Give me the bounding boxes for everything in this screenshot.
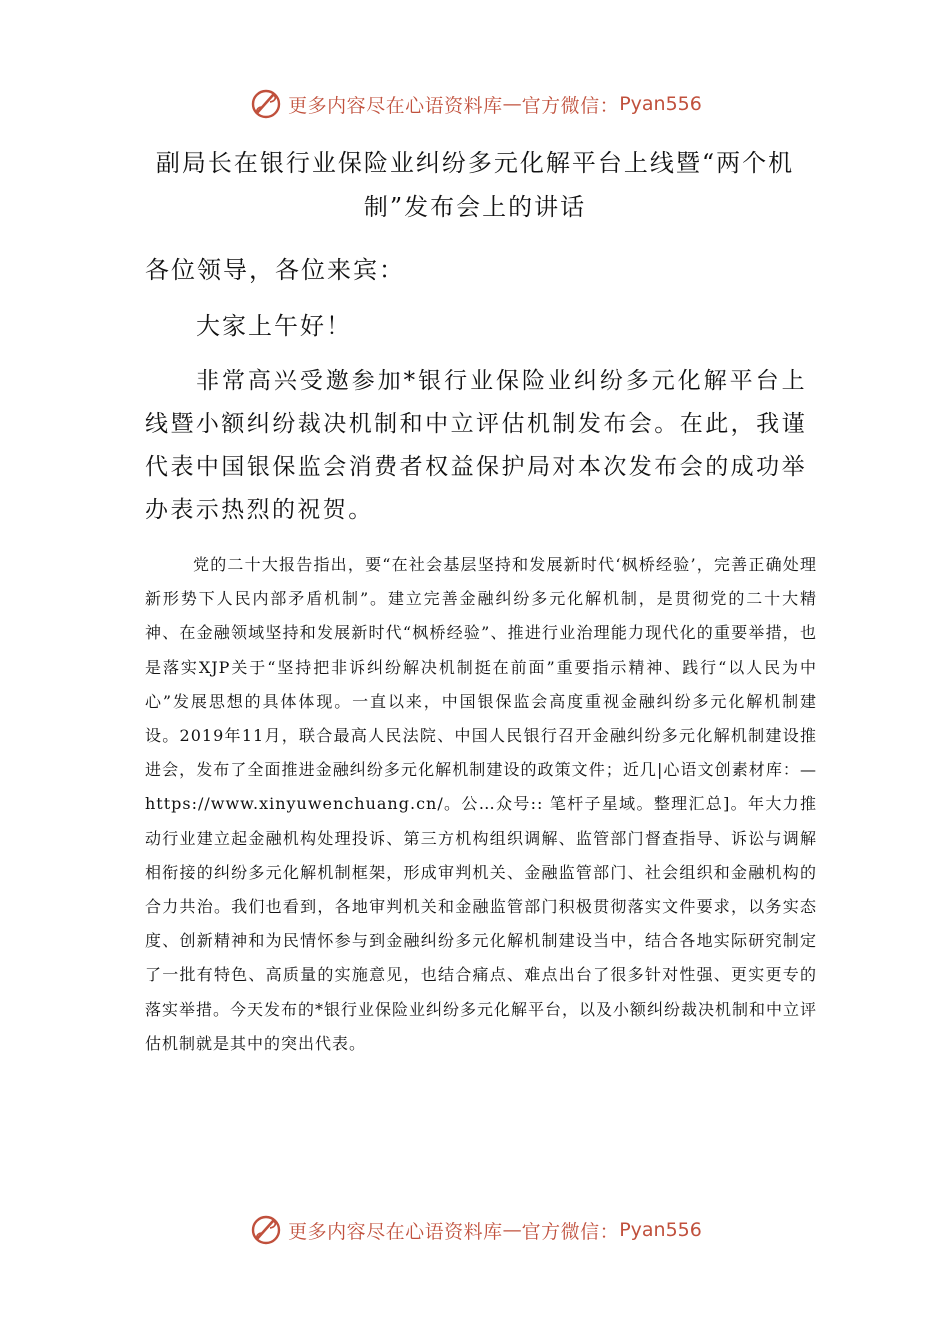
banner-official-label: 官方微信： [521,94,620,117]
quill-logo-icon [248,86,284,122]
salutation: 各位领导，各位来宾： [145,256,405,284]
quill-logo-icon [248,1212,284,1248]
banner-site-name: 更多内容尽在心语资料库 [288,94,503,117]
title-line-2: 制”发布会上的讲话 [363,193,587,221]
banner-wechat-id: Pyan556 [619,93,702,115]
banner-separator: — [502,1219,522,1241]
body-paragraph: 党的二十大报告指出，要“在社会基层坚持和发展新时代‘枫桥经验’，完善正确处理新形势下人民内部矛盾机制”。建立完善金融纠纷多元化解机制，是贯彻党的二十大精神、在金融领域坚持和发展新时代“枫桥经验”、推进行业治理能力现代化的重要举措，也是落实XJP关于“坚持把非诉纠纷解决机制挺在前面”重要指示精神、践行“以人民为中心”发展思想的具体体现。一直以来，中国银保监会高度重视金融纠纷多元化解机制建设。2019年11月，联合最高人民法院、中国人民银行召开金融纠纷多元化解机制建设推进会，发布了全面推进金融纠纷多元化解机制建设的政策文件；近几|心语文创素材库：—https://www.xinyuwenchuang.cn/。公…众号:: 笔杆子星域。整理汇总]。年大力推动行业建立起金融机构处理投诉、第三方机构组织调解、监管部门督查指导、诉讼与调解相衔接的纠纷多元化解机制框架，形成审判机关、金融监管部门、社会组织和金融机构的合力共治。我们也看到，各地审判机关和金融监管部门积极贯彻落实文件要求，以务实态度、创新精神和为民情怀参与到金融纠纷多元化解机制建设当中，结合各地实际研究制定了一批有特色、高质量的实施意见，也结合痛点、难点出台了很多针对性强、更实更专的落实举措。今天发布的*银行业保险业纠纷多元化解平台，以及小额纠纷裁决机制和中立评估机制就是其中的突出代表。 [145,555,818,1053]
banner-official-label: 官方微信： [521,1220,620,1243]
footer-watermark-banner [0,1210,950,1250]
banner-separator: — [502,93,522,115]
header-watermark-banner [0,84,950,124]
greeting: 大家上午好！ [196,312,352,340]
banner-wechat-id: Pyan556 [619,1219,702,1241]
banner-site-name: 更多内容尽在心语资料库 [288,1220,503,1243]
intro-paragraph: 非常高兴受邀参加*银行业保险业纠纷多元化解平台上线暨小额纠纷裁决机制和中立评估机制发布会。在此，我谨代表中国银保监会消费者权益保护局对本次发布会的成功举办表示热烈的祝贺。 [145,368,807,523]
title-line-1: 副局长在银行业保险业纠纷多元化解平台上线暨“两个机 [155,149,795,177]
document-title [140,141,810,229]
